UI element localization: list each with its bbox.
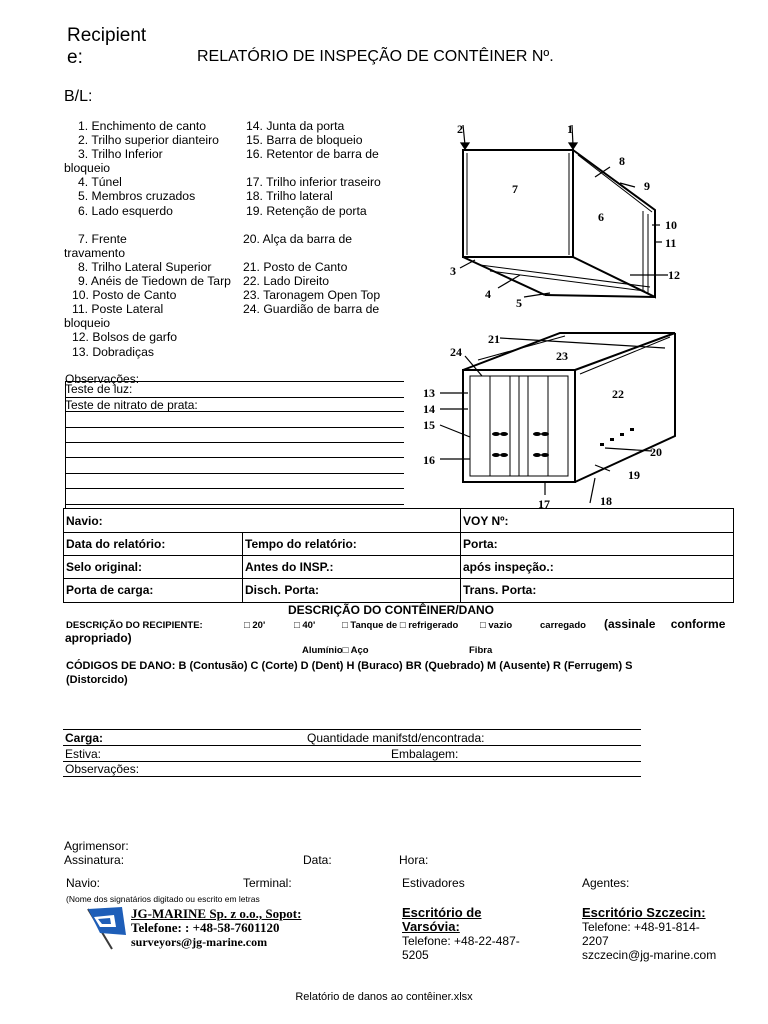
warsaw-office-title-2: Varsóvia: — [402, 919, 460, 934]
teste-luz-label: Teste de luz: — [65, 382, 133, 396]
diagram-label: 14 — [423, 402, 435, 416]
observacoes-cargo-label: Observações: — [65, 762, 140, 776]
estivadores-label: Estivadores — [402, 876, 465, 890]
damage-codes-line2: (Distorcido) — [66, 674, 128, 686]
diagram-label: 8 — [619, 154, 625, 168]
diagram-label: 13 — [423, 386, 435, 400]
diagram-label: 22 — [612, 387, 624, 401]
hora-label: Hora: — [399, 853, 429, 867]
navio-sign-label: Navio: — [66, 876, 101, 890]
company-email[interactable]: surveyors@jg-marine.com — [131, 935, 268, 949]
part-item: 8. Trilho Lateral Superior — [78, 259, 212, 274]
recipient-desc-label: DESCRIÇÃO DO RECIPIENTE: — [66, 620, 203, 631]
company-flag-logo — [82, 905, 128, 951]
szczecin-office-title: Escritório Szczecin: — [582, 905, 706, 920]
option-tanque: □ Tanque de □ refrigerado — [342, 620, 459, 631]
part-item: 13. Dobradiças — [72, 344, 154, 359]
part-item: bloqueio — [64, 316, 111, 331]
bl-label: B/L: — [64, 88, 93, 105]
part-item: 15. Barra de bloqueio — [246, 133, 363, 148]
disch-porta-label: Disch. Porta: — [245, 583, 320, 597]
trans-porta-label: Trans. Porta: — [463, 583, 537, 597]
section-title-container: DESCRIÇÃO DO CONTÊINER/DANO — [288, 603, 495, 617]
warsaw-phone-1: Telefone: +48-22-487- — [402, 934, 520, 948]
fibra-option: Fibra — [469, 645, 493, 656]
szczecin-phone-2: 2207 — [582, 934, 609, 948]
warsaw-phone-2: 5205 — [402, 948, 429, 962]
part-item: 17. Trilho inferior traseiro — [246, 175, 381, 190]
porta-carga-label: Porta de carga: — [66, 583, 154, 597]
porta-label: Porta: — [463, 537, 498, 551]
part-item: 12. Bolsos de garfo — [72, 330, 178, 345]
navio-label: Navio: — [66, 514, 103, 528]
footer-filename: Relatório de danos ao contêiner.xlsx — [295, 991, 473, 1003]
diagram-label: 17 — [538, 497, 550, 511]
diagram-label: 18 — [600, 494, 612, 508]
option-40ft: □ 40' — [294, 620, 316, 631]
signatories-note: (Nome dos signatários digitado ou escrito em letras — [66, 894, 260, 904]
diagram-label: 5 — [516, 296, 522, 310]
part-item: 5. Membros cruzados — [78, 189, 196, 204]
assinale-text: (assinale conforme — [604, 617, 726, 631]
data-relatorio-label: Data do relatório: — [66, 537, 166, 551]
diagram-label: 23 — [556, 349, 568, 363]
diagram-label: 12 — [668, 268, 680, 282]
option-carregado: carregado — [540, 620, 586, 631]
parts-list-right — [243, 119, 403, 316]
part-item: 19. Retenção de porta — [246, 203, 367, 218]
diagram-label: 3 — [450, 264, 456, 278]
tempo-relatorio-label: Tempo do relatório: — [245, 537, 357, 551]
szczecin-office — [582, 905, 742, 962]
option-vazio: □ vazio — [480, 620, 513, 631]
agrimensor-label: Agrimensor: — [64, 839, 129, 853]
diagram-label: 15 — [423, 418, 435, 432]
diagram-label: 7 — [512, 182, 518, 196]
szczecin-email[interactable]: szczecin@jg-marine.com — [582, 948, 717, 962]
quantidade-label: Quantidade manifstd/encontrada: — [307, 731, 485, 745]
company-phone: Telefone: : +48-58-7601120 — [131, 920, 280, 935]
part-item: 1. Enchimento de canto — [78, 119, 207, 133]
diagram-label: 20 — [650, 445, 662, 459]
estiva-label: Estiva: — [65, 747, 102, 761]
recipient-line-1: Recipient — [67, 25, 147, 46]
diagram-label: 10 — [665, 218, 677, 232]
apos-inspecao-label: após inspeção.: — [463, 560, 554, 574]
parts-list-left — [64, 119, 244, 359]
recipient-label — [67, 25, 146, 69]
diagram-label: 4 — [485, 287, 491, 301]
embalagem-label: Embalagem: — [391, 747, 459, 761]
terminal-label: Terminal: — [243, 876, 292, 890]
warsaw-office — [402, 905, 552, 962]
diagram-label: 24 — [450, 345, 462, 359]
part-item: 11. Poste Lateral — [72, 302, 164, 317]
diagram-label: 9 — [644, 179, 650, 193]
option-20ft: □ 20' — [244, 620, 266, 631]
agentes-label: Agentes: — [582, 876, 630, 890]
szczecin-phone-1: Telefone: +48-91-814- — [582, 920, 700, 934]
part-item: 9. Anéis de Tiedown de Tarp — [78, 274, 231, 289]
teste-nitrato-label: Teste de nitrato de prata: — [65, 398, 198, 412]
part-item: 10. Posto de Canto — [72, 288, 177, 303]
part-item: 14. Junta da porta — [246, 119, 345, 133]
recipient-line-2: e: — [67, 47, 83, 68]
data-label: Data: — [303, 853, 332, 867]
assinatura-label: Assinatura: — [64, 853, 125, 867]
diagram-label: 16 — [423, 453, 435, 467]
part-item: 2. Trilho superior dianteiro — [78, 133, 219, 148]
apropriado-text: apropriado) — [65, 631, 132, 645]
part-item: 4. Túnel — [78, 175, 122, 190]
damage-codes-line1: CÓDIGOS DE DANO: B (Contusão) C (Corte) D (Dent) H (Buraco) BR (Quebrado) M (Ausente) R (Ferrugem) S — [66, 660, 633, 672]
diagram-label: 1 — [567, 122, 573, 136]
part-item: 6. Lado esquerdo — [78, 203, 173, 218]
observacoes-label: Observações: — [65, 372, 140, 386]
part-item: 20. Alça da barra de — [243, 231, 353, 246]
page-title: RELATÓRIO DE INSPEÇÃO DE CONTÊINER Nº. — [197, 48, 554, 65]
part-item: 18. Trilho lateral — [246, 189, 333, 204]
diagram-label: 19 — [628, 468, 640, 482]
diagram-label: 2 — [457, 122, 463, 136]
part-item: travamento — [64, 245, 125, 260]
diagram-label: 21 — [488, 332, 500, 346]
diagram-label: 6 — [598, 210, 604, 224]
part-item: 3. Trilho Inferior — [78, 147, 163, 162]
diagram-label: 11 — [665, 236, 677, 250]
part-item: bloqueio — [64, 161, 111, 176]
selo-label: Selo original: — [66, 560, 143, 574]
material-options: Alumínio□ Aço — [302, 645, 369, 656]
antes-insp-label: Antes do INSP.: — [245, 560, 334, 574]
warsaw-office-title-1: Escritório de — [402, 905, 482, 920]
part-item: 7. Frente — [78, 231, 127, 246]
part-item: 22. Lado Direito — [243, 274, 330, 289]
company-name: JG-MARINE Sp. z o.o., Sopot: — [131, 906, 302, 921]
part-item: 16. Retentor de barra de — [246, 147, 379, 162]
carga-label: Carga: — [65, 731, 104, 745]
part-item: 23. Taronagem Open Top — [243, 288, 381, 303]
voy-label: VOY Nº: — [463, 514, 509, 528]
container-diagram-rear — [420, 328, 700, 513]
part-item: 21. Posto de Canto — [243, 259, 348, 274]
container-diagram-front — [440, 115, 700, 315]
part-item: 24. Guardião de barra de — [243, 302, 380, 317]
